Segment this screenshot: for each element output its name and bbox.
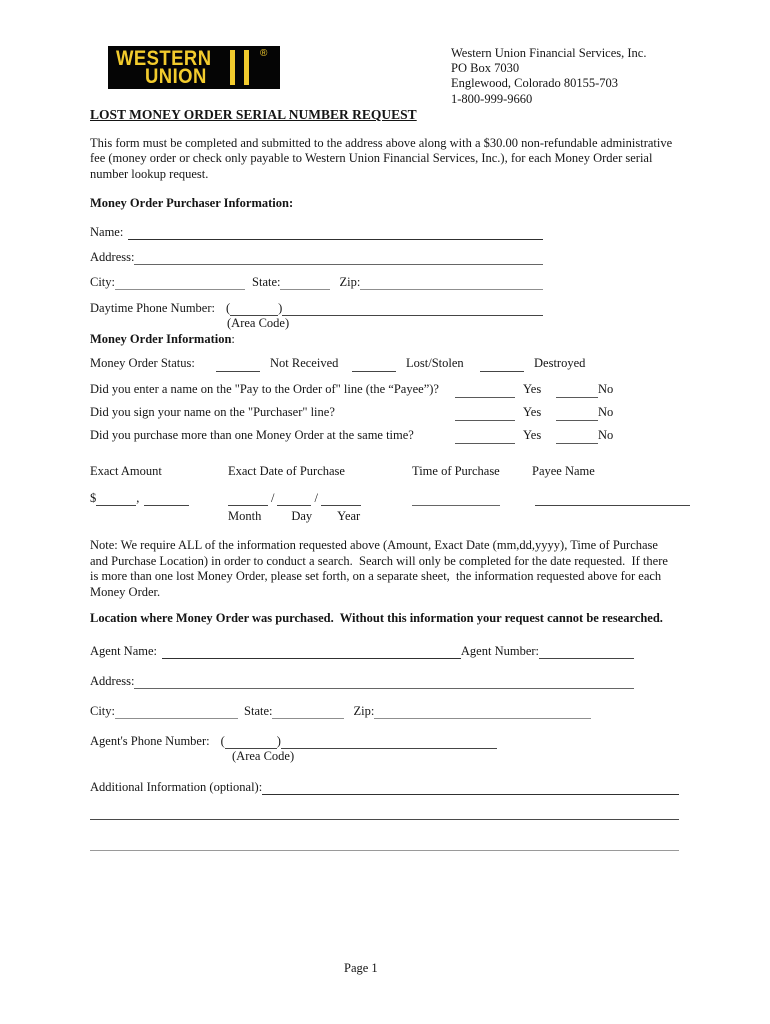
question-row-payee (90, 381, 650, 397)
note-line: is more than one lost Money Order, please set forth, on a separate sheet, the information requested above for each (90, 569, 662, 584)
name-label: Name: (90, 225, 124, 239)
registered-trademark-icon: ® (260, 48, 268, 59)
name-field-line[interactable] (128, 225, 543, 240)
no-label: No (598, 405, 614, 419)
payee-name-field-line[interactable] (535, 491, 690, 506)
location-section-heading: Location where Money Order was purchased. Without this information your request cannot be researched. (90, 611, 663, 625)
money-order-info-heading-text: Money Order Information (90, 332, 232, 346)
intro-line: This form must be completed and submitted to the address above along with a $30.00 non-refundable administrative (90, 136, 673, 150)
logo-bar-icon (230, 50, 235, 85)
multiple-no-field-line[interactable] (556, 427, 598, 444)
agent-area-code-caption: (Area Code) (232, 749, 295, 763)
paren-open: ( (220, 734, 225, 748)
agent-state-label: State: (244, 704, 273, 718)
city-label: City: (90, 275, 116, 289)
day-caption: Day (291, 509, 313, 523)
amount-cents-field-line[interactable] (144, 491, 189, 506)
logo-bar-icon (244, 50, 249, 85)
month-caption: Month (228, 509, 262, 523)
signed-yes-field-line[interactable] (455, 404, 515, 421)
paren-close: ) (278, 301, 283, 315)
column-header-time: Time of Purchase (412, 464, 500, 478)
status-option-destroyed: Destroyed (534, 356, 586, 370)
agent-name-row (90, 643, 634, 659)
state-field-line[interactable] (280, 275, 330, 290)
paren-close: ) (276, 734, 281, 748)
agent-phone-field-line[interactable] (281, 734, 497, 749)
date-slash: / (314, 491, 318, 505)
agent-number-field-line[interactable] (539, 644, 634, 659)
area-code-caption: (Area Code) (227, 316, 290, 330)
address-field-line[interactable] (134, 250, 543, 265)
note-line: Money Order. (90, 584, 161, 599)
intro-line: fee (money order or check only payable to Western Union Financial Services, Inc.), for each Money Order serial (90, 151, 653, 166)
multiple-yes-field-line[interactable] (455, 427, 515, 444)
question-text: Did you enter a name on the "Pay to the Order of" line (the “Payee”)? (90, 382, 439, 396)
note-line: Note: We require ALL of the information requested above (Amount, Exact Date (mm,dd,yyyy), Time of Purchase (90, 538, 658, 552)
question-text: Did you purchase more than one Money Order at the same time? (90, 428, 414, 442)
additional-info-extra-line-2[interactable] (90, 837, 679, 851)
status-lost-stolen-field-line[interactable] (352, 357, 396, 372)
additional-info-row (90, 779, 679, 795)
western-union-logo (108, 46, 280, 89)
additional-info-extra-line-1[interactable] (90, 806, 679, 820)
money-order-info-heading (90, 332, 235, 347)
page-title: LOST MONEY ORDER SERIAL NUMBER REQUEST (90, 107, 417, 122)
state-label: State: (252, 275, 281, 289)
agent-address-field-line[interactable] (134, 674, 634, 689)
page-number: Page 1 (344, 961, 378, 975)
area-code-field-line[interactable] (230, 301, 278, 316)
purchaser-name-row (90, 224, 543, 240)
date-part-captions (228, 509, 360, 524)
date-entry-group (228, 490, 368, 506)
amount-entry-group (90, 490, 220, 506)
agent-city-state-zip-row (90, 703, 591, 719)
payee-yes-field-line[interactable] (455, 381, 515, 398)
status-label: Money Order Status: (90, 356, 195, 370)
note-line: and Purchase Location) in order to conduct a search. Search will only be completed for the date requested. If there (90, 553, 668, 568)
no-label: No (598, 382, 614, 396)
purchaser-section-heading: Money Order Purchaser Information: (90, 196, 294, 210)
signed-no-field-line[interactable] (556, 404, 598, 421)
amount-dollars-field-line[interactable] (96, 491, 136, 506)
purchaser-address-row (90, 249, 543, 265)
agent-number-label: Agent Number: (460, 644, 539, 658)
agent-name-field-line[interactable] (162, 644, 461, 659)
agent-phone-label: Agent's Phone Number: (90, 734, 210, 748)
agent-area-code-field-line[interactable] (225, 734, 277, 749)
question-row-signed (90, 404, 650, 420)
daytime-phone-label: Daytime Phone Number: (90, 301, 215, 315)
intro-line: number lookup request. (90, 166, 209, 181)
date-year-field-line[interactable] (321, 491, 361, 506)
status-not-received-field-line[interactable] (216, 357, 260, 372)
yes-label: Yes (523, 382, 542, 396)
company-name: Western Union Financial Services, Inc. (451, 46, 647, 60)
column-header-exact-amount: Exact Amount (90, 464, 162, 478)
additional-info-field-line[interactable] (262, 780, 679, 795)
status-option-not-received: Not Received (270, 356, 339, 370)
purchaser-phone-row (90, 300, 543, 316)
zip-field-line[interactable] (360, 275, 543, 290)
status-destroyed-field-line[interactable] (480, 357, 524, 372)
agent-city-field-line[interactable] (115, 704, 238, 719)
company-address-block (451, 46, 646, 107)
additional-info-label: Additional Information (optional): (90, 780, 263, 794)
purchaser-city-state-zip-row (90, 274, 543, 290)
agent-name-label: Agent Name: (90, 644, 157, 658)
agent-city-label: City: (90, 704, 116, 718)
agent-state-field-line[interactable] (272, 704, 344, 719)
address-label: Address: (90, 250, 135, 264)
yes-label: Yes (523, 405, 542, 419)
column-header-payee-name: Payee Name (532, 464, 595, 478)
status-option-lost-stolen: Lost/Stolen (406, 356, 464, 370)
agent-phone-row (90, 733, 497, 749)
yes-label: Yes (523, 428, 542, 442)
amount-separator: , (136, 491, 140, 505)
company-phone: 1-800-999-9660 (451, 91, 533, 106)
no-label: No (598, 428, 614, 442)
year-caption: Year (337, 509, 361, 523)
intro-paragraph (90, 136, 672, 182)
date-month-field-line[interactable] (228, 491, 268, 506)
zip-label: Zip: (339, 275, 361, 289)
dollar-sign: $ (90, 491, 97, 505)
agent-address-row (90, 673, 634, 689)
column-header-exact-date: Exact Date of Purchase (228, 464, 345, 478)
company-city-state: Englewood, Colorado 80155-703 (451, 76, 618, 91)
date-slash: / (271, 491, 275, 505)
logo-word-western: WESTERN (116, 47, 212, 70)
agent-zip-label: Zip: (353, 704, 375, 718)
date-day-field-line[interactable] (277, 491, 311, 506)
company-po-box: PO Box 7030 (451, 61, 520, 76)
question-text: Did you sign your name on the "Purchaser" line? (90, 405, 335, 419)
logo-word-union: UNION (145, 65, 207, 88)
money-order-info-heading-colon: : (231, 332, 235, 346)
agent-zip-field-line[interactable] (374, 704, 591, 719)
question-row-multiple (90, 427, 650, 443)
paren-open: ( (225, 301, 231, 315)
payee-no-field-line[interactable] (556, 381, 598, 398)
phone-field-line[interactable] (282, 301, 543, 316)
agent-address-label: Address: (90, 674, 135, 688)
city-field-line[interactable] (115, 275, 245, 290)
note-paragraph (90, 538, 668, 600)
time-of-purchase-field-line[interactable] (412, 491, 500, 506)
